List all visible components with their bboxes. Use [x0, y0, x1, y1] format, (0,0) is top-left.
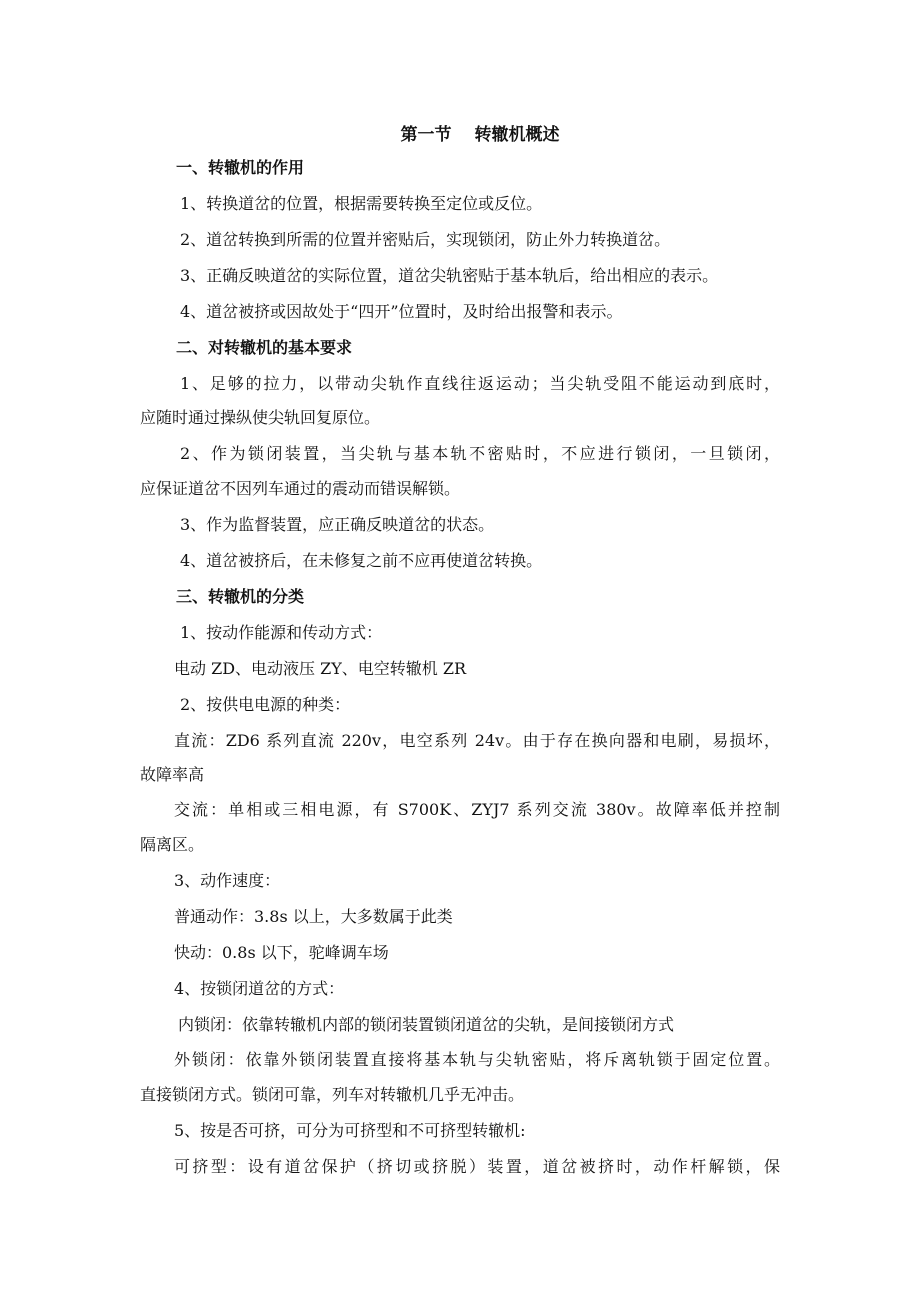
heading-function: 一、转辙机的作用 — [176, 158, 305, 177]
paragraph: 3、动作速度： — [174, 871, 281, 890]
paragraph: 外锁闭：依靠外锁闭装置直接将基本轨与尖轨密贴，将斥离轨锁于固定位置。 — [174, 1050, 780, 1069]
paragraph: 2、按供电电源的种类： — [180, 695, 351, 714]
paragraph: 4、按锁闭道岔的方式： — [174, 979, 345, 998]
paragraph-continued: 直接锁闭方式。锁闭可靠，列车对转辙机几乎无冲击。 — [140, 1085, 525, 1104]
paragraph: 1、足够的拉力，以带动尖轨作直线往返运动；当尖轨受阻不能运动到底时， — [180, 374, 780, 393]
paragraph: 1、按动作能源和传动方式： — [180, 623, 383, 642]
paragraph: 2、作为锁闭装置，当尖轨与基本轨不密贴时，不应进行锁闭，一旦锁闭， — [180, 444, 780, 463]
paragraph: 4、道岔被挤或因故处于“四开”位置时，及时给出报警和表示。 — [180, 302, 623, 321]
paragraph: 1、转换道岔的位置，根据需要转换至定位或反位。 — [180, 194, 543, 213]
paragraph: 快动：0.8s 以下，驼峰调车场 — [174, 943, 389, 962]
paragraph: 直流：ZD6 系列直流 220v，电空系列 24v。由于存在换向器和电刷，易损坏， — [174, 731, 780, 750]
paragraph: 3、正确反映道岔的实际位置，道岔尖轨密贴于基本轨后，给出相应的表示。 — [180, 266, 719, 285]
paragraph: 3、作为监督装置，应正确反映道岔的状态。 — [180, 515, 495, 534]
paragraph-continued: 故障率高 — [140, 765, 205, 784]
paragraph: 2、道岔转换到所需的位置并密贴后，实现锁闭，防止外力转换道岔。 — [180, 230, 671, 249]
heading-requirements: 二、对转辙机的基本要求 — [176, 338, 353, 357]
paragraph: 交流：单相或三相电源，有 S700K、ZYJ7 系列交流 380v。故障率低并控制 — [174, 800, 780, 819]
paragraph-continued: 隔离区。 — [140, 835, 205, 854]
paragraph-continued: 应随时通过操纵使尖轨回复原位。 — [140, 408, 381, 427]
paragraph: 内锁闭：依靠转辙机内部的锁闭装置锁闭道岔的尖轨，是间接锁闭方式 — [178, 1015, 675, 1034]
section-title: 第一节 转辙机概述 — [400, 125, 560, 145]
heading-classification: 三、转辙机的分类 — [176, 587, 305, 606]
paragraph-continued: 应保证道岔不因列车通过的震动而错误解锁。 — [140, 479, 461, 498]
paragraph: 5、按是否可挤，可分为可挤型和不可挤型转辙机: — [174, 1121, 526, 1140]
paragraph: 4、道岔被挤后，在未修复之前不应再使道岔转换。 — [180, 551, 543, 570]
paragraph: 普通动作：3.8s 以上，大多数属于此类 — [174, 907, 453, 926]
paragraph: 电动 ZD、电动液压 ZY、电空转辙机 ZR — [174, 659, 467, 678]
paragraph: 可挤型：设有道岔保护（挤切或挤脱）装置，道岔被挤时，动作杆解锁，保 — [174, 1157, 780, 1176]
